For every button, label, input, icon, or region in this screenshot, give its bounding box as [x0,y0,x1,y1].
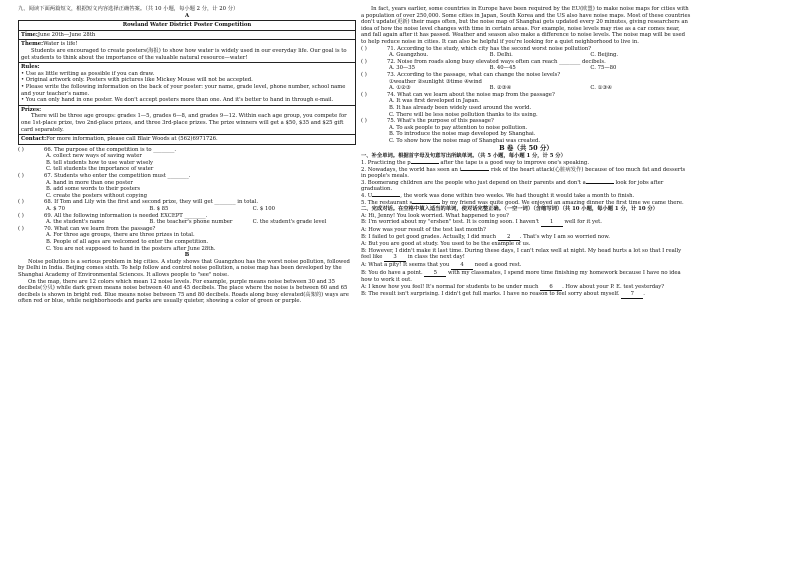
answer-option: A. the student's name [46,219,105,226]
answer-option: C. There will be less noise pollution thanks to its using. [389,111,538,118]
answer-option: C. ①③④ [590,85,612,92]
answer-option: B. It has already been widely used around the world. [389,104,532,111]
left-column [18,6,356,305]
dialogue-text: A: What a pity! It seems that you [361,261,452,268]
answer-bracket[interactable]: ( ) [361,45,367,52]
answer-option: C. You are not supposed to hand in the posters after June 28th. [46,245,216,252]
answer-option: C. $ 100 [252,206,276,213]
dialogue-text: A: Hi, Jenny! You look worried. What happened to you? [361,212,509,219]
item-text: 5. The restaurant s [361,199,413,206]
question-text: 74. What can we learn about the noise map from the passage? [387,91,555,98]
answer-option: A. Guangzhou. [389,52,429,59]
dialogue-line [361,291,691,299]
question-stem [361,72,691,79]
fill-word-item [361,180,691,193]
answer-option: C. Beijing. [590,52,619,59]
answer-option: A. It was first developed in Japan. [389,98,480,105]
dialogue-line [361,241,691,248]
dialogue-blank[interactable]: 1 [541,219,563,227]
dialogue-blank[interactable]: 7 [621,291,643,299]
option-row [18,219,356,226]
section-two-dialogue [361,213,691,299]
dialogue-text: B: I'm worried about my "ershen" test. It is coming soon. I haven't [361,219,541,226]
option-choices: ①weather ②sunlight ③time ④wind [389,78,482,85]
dialogue-text: A: But you are good at study. You used to be the example of us. [361,241,531,248]
dialogue-text: need a good rest. [473,261,522,268]
answer-option: B. Delhi. [489,52,513,59]
question-stem [361,118,691,125]
answer-bracket[interactable]: ( ) [18,146,24,153]
poster-theme: Theme:Water is life! Students are encouraged to create posters(海报) to show how water is widely used in our everyday life. Our goal is to get students to think about the importance of the valuable natural resource—water! [19,40,355,63]
option-row [18,206,356,213]
dialogue-text: in class the next day! [406,254,465,261]
answer-option: B. ②③④ [489,85,512,92]
section-two-heading: 二、完成对话。在空格中填入适当的单词，使对话完整正确。（一空一词）（含缩写词）（共 10 小题，每小题 1 分，计 10 分） [361,206,658,213]
answer-option: A. hand in more than one poster [46,179,133,186]
dialogue-blank[interactable]: 5 [424,270,446,278]
answer-bracket[interactable]: ( ) [18,225,24,232]
answer-bracket[interactable]: ( ) [361,58,367,65]
answer-option: A. ①②③ [389,85,411,92]
question-text: 75. What's the purpose of this passage? [387,118,494,125]
answer-option: B. $ 85 [149,206,169,213]
dialogue-text: . That's why I am so worried now. [519,233,610,240]
rule-item: • Original artwork only. Posters with pictures like Mickey Mouse will not be accepted. [21,77,253,84]
answer-bracket[interactable]: ( ) [18,212,24,219]
dialogue-text: with my classmates, I spend more time finishing my homework because I have no idea how to work it out. [361,269,681,284]
poster-prizes-text: There will be three age groups: grades 1—5, grades 6—8, and grades 9—12. Within each age group, you compete for one 1st-place prize, two 2nd-place prizes, and three 3rd-place prizes. The prize winners will get a $50, $35 and $25 gift card separately. [21,113,347,133]
passage-b-paragraph: Noise pollution is a serious problem in big cities. A study shows that Guangzhou has the worst noise pollution, followed by Delhi in India. Beijing comes sixth. To help follow and control noise pollution, a noise map has been developed by the Shanghai Academy of Environmental Sciences. It allows people to "see" noise. [18,258,350,278]
answer-option: B. the teacher's phone number [149,219,233,226]
section-one-heading: 一、补全单词。根据首字母及句意写出所缺单词。（共 5 小题，每小题 1 分，计 5 分） [361,153,566,160]
poster-box [18,20,356,145]
answer-option: C. create the posters without copying [46,192,148,199]
word-blank[interactable] [461,170,489,171]
question-text: 67. Students who enter the competition must ________. [44,173,191,180]
passage-b-label: B [184,252,190,259]
question-text: 68. If Tom and Lily win the first and second prize, they will get ________ in total. [44,199,259,206]
item-text: 1. Practicing the p [361,160,411,167]
answer-option: C. 75—80 [590,65,617,72]
dialogue-text: B: The result isn't surprising. I didn't get full marks. I have no reason to feel sorry about myself. [361,291,622,298]
section-nine-heading: 九、阅读下面两篇短文，根据短文内容选择正确答案。（共 10 小题，每小题 2 分，计 20 分） [18,6,239,12]
question-stem [18,213,356,220]
poster-theme-text: Students are encouraged to create posters(海报) to show how water is widely used in our everyday life. Our goal is to get students to think about the importance of the valuable natural resource—water! [21,47,347,61]
question-stem [18,173,356,180]
poster-time: Time:June 20th—June 28th [19,31,355,41]
word-blank[interactable] [372,196,400,197]
answer-option: B. tell students how to use water wisely [46,159,154,166]
dialogue-text: well for it yet. [562,219,602,226]
answer-option: C. tell students the importance of water [46,166,154,173]
question-text: 69. All the following information is needed EXCEPT ________. [44,212,208,219]
dialogue-line [361,248,691,262]
right-column [361,6,691,299]
question-stem [361,59,691,66]
passage-a-questions [18,147,356,253]
word-blank[interactable] [412,203,440,204]
item-text: risk of the heart attack(心脏病发作) because of too much fat and desserts in people's meals. [361,166,686,180]
fill-word-item [361,160,691,167]
dialogue-blank[interactable]: 2 [498,234,520,242]
answer-option: B. To introduce the noise map developed by Shanghai. [389,131,536,138]
answer-option: A. For three age groups, there are three prizes in total. [46,232,195,239]
passage-a-label: A [184,12,190,19]
question-text: 71. According to the study, which city has the second worst noise pollution? [387,45,592,52]
option-row [361,52,691,59]
dialogue-text: A: I know how you feel! It's normal for students to be under much [361,283,541,290]
dialogue-blank[interactable]: 4 [451,262,473,270]
question-text: 73. According to the passage, what can change the noise levels? [387,71,561,78]
question-stem [361,46,691,53]
answer-bracket[interactable]: ( ) [361,71,367,78]
answer-option: A. collect new ways of saving water [46,153,142,160]
dialogue-text: . How about your P. E. test yesterday? [562,283,665,290]
b-juan-title: B 卷（共 50 分） [499,144,553,153]
dialogue-line [361,213,691,220]
dialogue-line [361,270,691,284]
question-stem [18,199,356,206]
question-stem [18,147,356,154]
item-text: , the work was done within two weeks. We had thought it would take a month to finish. [400,193,635,200]
dialogue-line [361,234,691,242]
dialogue-line [361,284,691,292]
question-stem [361,92,691,99]
rule-item: • Use as little writing as possible if you can draw. [21,70,155,77]
answer-bracket[interactable]: ( ) [361,118,367,125]
question-text: 70. What can we learn from the passage? [44,225,156,232]
answer-option: A. 30—35 [389,65,415,72]
dialogue-line [361,227,691,234]
dialogue-text: . [643,291,645,298]
dialogue-text: B: You do have a point. [361,269,425,276]
item-text: 3. Boomerang children are the people who just depend on their parents and don't a [361,179,586,186]
poster-title: Rowland Water District Poster Competition [19,21,355,31]
poster-contact: Contact:For more information, please call Blair Woods at (562)6971726. [21,136,218,143]
fill-word-item [361,167,691,180]
item-text: by my friend was quite good. We enjoyed an amazing dinner the first time we came there. [440,199,684,206]
rule-item: • You can only hand in one poster. We don't accept posters more than one. And it's better to hand in through e-mail. [21,97,334,104]
section-one-items [361,160,691,206]
question-text: 72. Noise from roads along busy elevated ways often can reach ________ decibels. [387,58,606,65]
word-blank[interactable] [586,183,614,184]
dialogue-blank[interactable]: 6 [540,284,562,292]
item-text: 2. Nowadays, the world has seen an i [361,166,462,173]
answer-option: C. the student's grade level [252,219,327,226]
fill-word-item [361,193,691,200]
option-row [361,65,691,72]
item-text: after the tape is a good way to improve one's speaking. [438,160,589,167]
poster-prizes: Prizes: There will be three age groups: grades 1—5, grades 6—8, and grades 9—12. Within each age group, you compete for one 1st-place prize, two 2nd-place prizes, and three 3rd-place prizes. The prize winners will get a $50, $35 and $25 gift card separately. [19,106,355,135]
word-blank[interactable] [411,163,439,164]
dialogue-text: B: I failed to get good grades. Actually, I did much [361,233,498,240]
answer-option: A. $ 70 [46,206,65,213]
option-row [361,85,691,92]
dialogue-line [361,262,691,270]
dialogue-text: B: However, I didn't make it last time. During these days, I can't relax well at night. My head hurts a lot so that I really feel like [361,247,682,261]
question-text: 66. The purpose of the competition is to ________. [44,146,177,153]
rule-item: • Please write the following information on the back of your poster: your name, grade level, phone number, school name and your teacher's name. [21,83,346,97]
dialogue-line [361,219,691,227]
answer-option: B. 40—45 [489,65,516,72]
passage-b-questions [361,46,691,145]
answer-option: A. To ask people to pay attention to noise pollution. [389,124,528,131]
item-text: look for jobs after graduation. [361,179,664,193]
question-stem [18,226,356,233]
answer-bracket[interactable]: ( ) [361,91,367,98]
passage-b-paragraph: On the map, there are 12 colors which mean 12 noise levels. For example, purple means noise between 30 and 35 decibels(分贝) while dark green means noise between 40 and 45 decibels. The place where the noise is between 60 and 65 decibels is shown in bright red. Blue means noise between 75 and 80 decibels. Roads along busy elevated(高架的) ways are often red or blue, while neighborhoods and parks are usually quieter, showing a color of green or purple. [18,278,349,305]
answer-option: B. People of all ages are welcomed to enter the competition. [46,239,209,245]
passage-b-paragraph: In fact, years earlier, some countries in Europe have been required by the EU(欧盟) to make noise maps for cities with a population of over 250,000. Some cities in Japan, South Korea and the US also have noise maps. Most of these countries don't update(更新) their maps often, but the noise map of Shanghai gets updated every 20 minutes, giving researchers an idea of how the noise level changes with time in certain areas. For example, noise levels may rise as a car comes near, and fall again after it has passed. Weather and season also make a difference to noise levels. The noise map will be used to help reduce noise in cities. It can also be helpful if you're looking for a quiet neighborhood to live in. [361,6,691,45]
answer-option: C. To show how the noise map of Shanghai was created. [389,137,541,144]
poster-rules: Rules: • Use as little writing as possible if you can draw. • Original artwork only. Posters with pictures like Mickey Mouse will not be accepted. • Please write the following information on the back of your poster: your name, grade level, phone number, school name and your teacher's name. • You can only hand in one poster. We don't accept posters more than one. And it's better to hand in through e-mail. [19,63,355,106]
dialogue-text: A: How was your result of the test last month? [361,227,486,233]
dialogue-blank[interactable]: 3 [384,254,406,262]
answer-bracket[interactable]: ( ) [18,173,24,180]
item-text: 4. U [361,193,373,200]
answer-option: B. add some words to their posters [46,186,141,193]
answer-bracket[interactable]: ( ) [18,199,24,206]
